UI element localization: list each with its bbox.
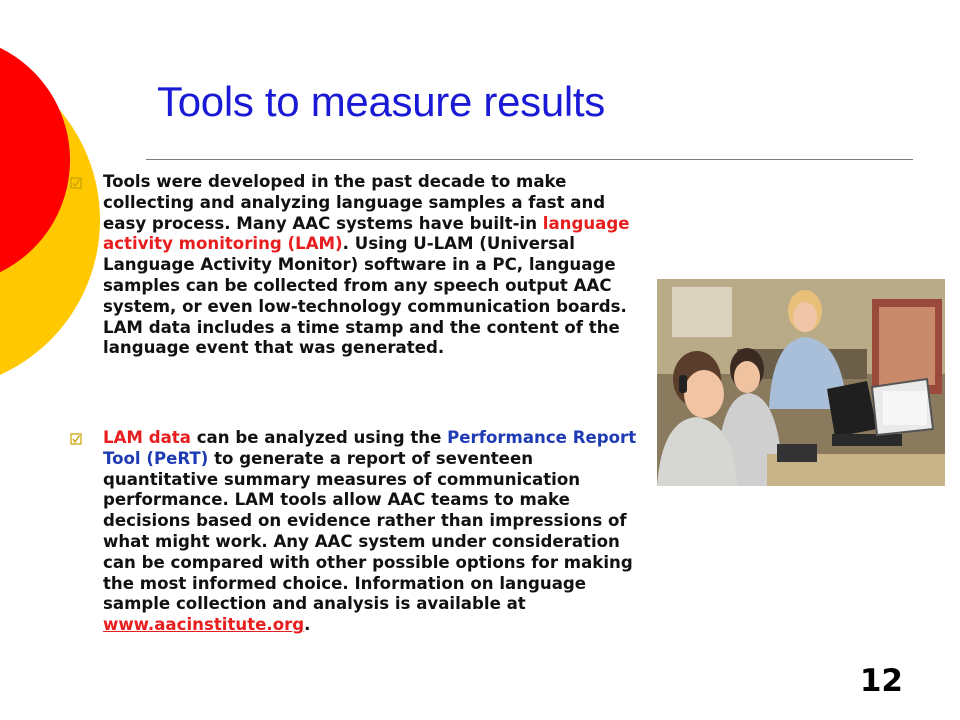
bullet-item-2 (70, 428, 642, 636)
aacinstitute-link[interactable]: www.aacinstitute.org (103, 615, 305, 635)
bullet-2-part-2: to generate a report of seventeen quantitative summary measures of communication performance. LAM tools allow AAC teams to make decisions based on evidence rather than impressions of what might work. Any AAC system under consideration can be compared with other possible options for making the most informed choice. Information on language sample collection and analysis is available at (103, 448, 633, 614)
bullet-2-part-3: . (304, 615, 311, 635)
checkbox-bullet-icon (70, 433, 82, 445)
lam-highlight: language activity monitoring (LAM) (103, 213, 630, 254)
lam-data-highlight: LAM data (103, 428, 191, 447)
slide-title: Tools to measure results (157, 78, 605, 125)
bullet-2-part-1: can be analyzed using the (190, 428, 448, 447)
pert-highlight: Performance Report Tool (PeRT) (103, 428, 637, 468)
page-number: 12 (859, 663, 903, 699)
bullet-text-1 (103, 172, 642, 359)
bullet-text-2 (103, 428, 642, 636)
bullet-1-part-1: Tools were developed in the past decade to make collecting and analyzing language samples a fast and easy process. Many AAC systems have built-in (103, 172, 606, 233)
bullet-item-1 (70, 172, 642, 359)
checkbox-bullet-icon (70, 177, 82, 189)
red-circle (0, 35, 70, 285)
classroom-photo (657, 279, 945, 486)
title-divider (146, 159, 913, 160)
bullet-1-part-2: . Using U-LAM (Universal Language Activity Monitor) software in a PC, language samples can be collected from any speech output AAC system, or even low-technology communication boards. LAM data includes a time stamp and the content of the language event that was generated. (103, 234, 627, 358)
